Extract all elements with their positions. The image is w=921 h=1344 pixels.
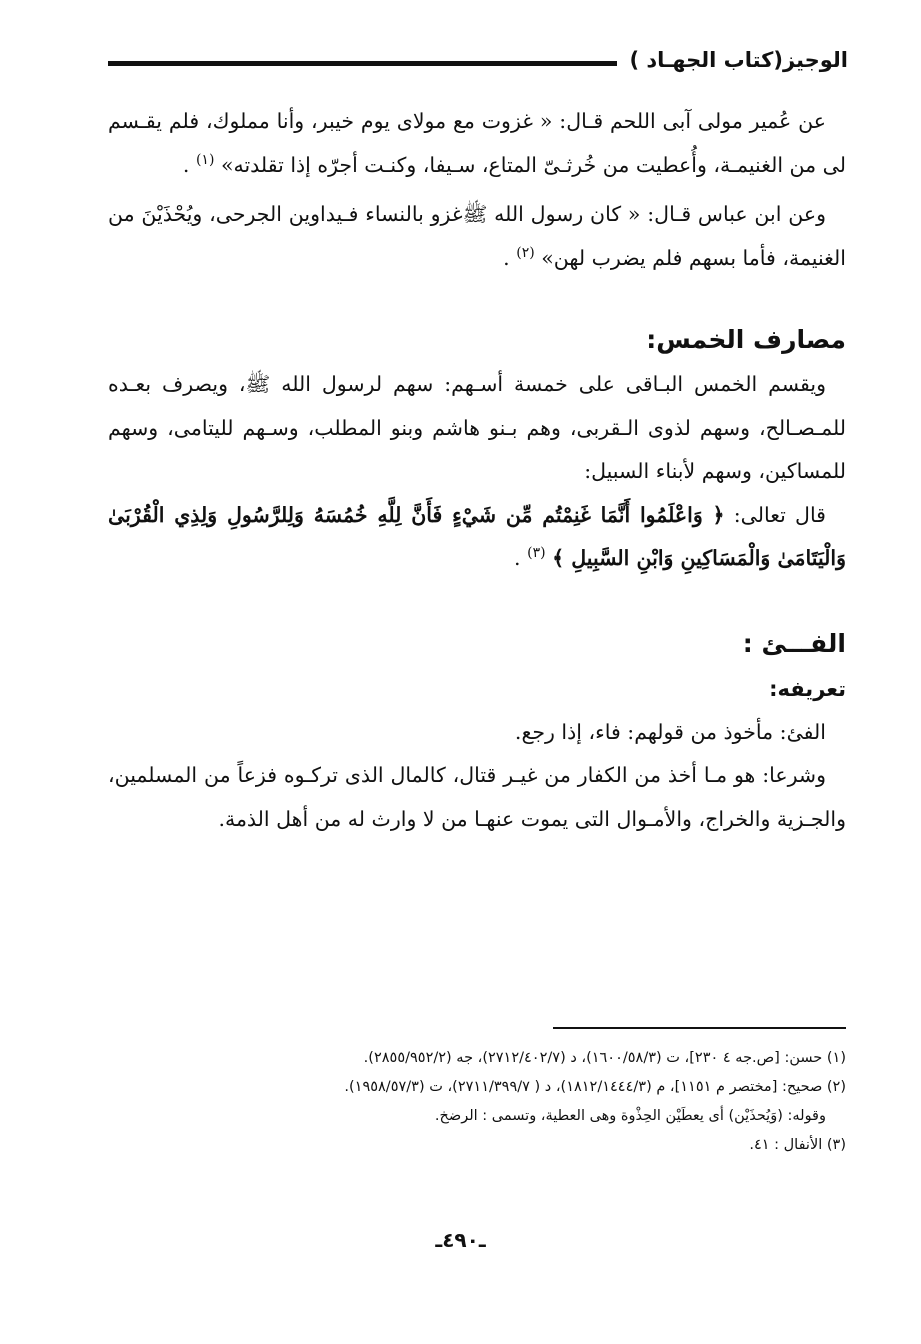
section-heading-fay: الفـــئ : [742,628,846,658]
paragraph-ibn-abbas-text: وعن ابن عباس قـال: « كان رسول الله ﷺغزو بالنساء فـيداوين الجرحى، ويُحْذَيْنَ من الغنيمة، فأما بسهم فلم يضرب لهن» [108,202,846,270]
footnote-ref-3[interactable]: (٣) [527,545,546,562]
footnote-separator [553,1027,846,1029]
header-rule [108,61,617,66]
paragraph-umair: عن عُمير مولى آبى اللحم قـال: « غزوت مع مولاى يوم خيبر، وأنا مملوك، فلم يقـسم لى من الغنيمـة، وأُعطيت من خُرثـىّ المتاع، سـيفا، وكنـت أجرّه إذا تقلدته» $^{(١)}$ . [108,109,846,177]
footnote-3: (٣) الأنفال : ٤١. [749,1137,846,1153]
footnote-1: (١) حسن: [ص.جه ٤ ٢٣٠]، ت (١٦٠٠/٥٨/٣)، د (٢٧١٢/٤٠٢/٧)، جه (٢٨٥٥/٩٥٢/٢). [363,1050,846,1066]
running-header [108,42,848,78]
footnote-2: (٢) صحيح: [مختصر م ١١٥١]، م (١٨١٢/١٤٤٤/٣)، د ( ٢٧١١/٣٩٩/٧)، ت (١٩٥٨/٥٧/٣). [344,1079,846,1095]
paragraph-ibn-abbas: وعن ابن عباس قـال: « كان رسول الله ﷺغزو بالنساء فـيداوين الجرحى، ويُحْذَيْنَ من الغنيمة، فأما بسهم فلم يضرب لهن» $^{(٢)}$ . [108,202,846,270]
paragraph-umair-text: عن عُمير مولى آبى اللحم قـال: « غزوت مع مولاى يوم خيبر، وأنا مملوك، فلم يقـسم لى من الغنيمـة، وأُعطيت من خُرثـىّ المتاع، سـيفا، وكنـت أجرّه إذا تقلدته» [108,109,846,177]
paragraph-fay-legal: وشرعا: هو مـا أخذ من الكفار من غيـر قتال، كالمال الذى تركـوه فزعاً من المسلمين، والجـزية والخراج، والأمـوال التى يموت عنهـا من لا وارث له من أهل الذمة. [108,763,846,831]
section-heading-khums: مصارف الخمس: [646,325,846,354]
page-number: ـ٤٩٠ـ [435,1228,486,1252]
footnote-2-note: وقوله: (وَيُحذَيْن) أى يعطَيْن الحِذْوة وهى العطية، وتسمى : الرضخ. [434,1108,826,1124]
subheading-definition: تعريفه: [769,676,846,701]
main-text [108,100,846,841]
footnotes [108,1044,846,1160]
paragraph-khums-division: ويقسم الخمس البـاقى على خمسة أسـهم: سهم لرسول الله ﷺ، ويصرف بعـده للمـصـالح، وسهم لذوى الـقربى، وهم بـنو هاشم وبنو المطلب، وسـهم لليتامى، وسهم للمساكين، وسهم لأبناء السبيل: [108,372,846,483]
paragraph-fay-linguistic: الفئ: مأخوذ من قولهم: فاء، إذا رجع. [514,719,826,744]
verse-intro: قال تعالى: [733,502,826,527]
paragraph-quran-verse: قال تعالى: ﴿ وَاعْلَمُوا أَنَّمَا غَنِمْتُم مِّن شَيْءٍ فَأَنَّ لِلَّهِ خُمُسَهُ وَلِلرَّسُولِ وَلِذِي الْقُرْبَىٰ وَالْيَتَامَىٰ وَالْمَسَاكِينِ وَابْنِ السَّبِيلِ ﴾ $^{(٣)}$ . [108,502,846,570]
quran-ayah: ﴿ وَاعْلَمُوا أَنَّمَا غَنِمْتُم مِّن شَيْءٍ فَأَنَّ لِلَّهِ خُمُسَهُ وَلِلرَّسُولِ وَلِذِي الْقُرْبَىٰ وَالْيَتَامَىٰ وَالْمَسَاكِينِ وَابْنِ السَّبِيلِ ﴾ [108,502,846,570]
running-title: الوجيز(كتاب الجهـاد ) [629,48,848,72]
footnote-ref-1[interactable]: (١) [195,151,215,168]
footnote-ref-2[interactable]: (٢) [516,244,535,261]
